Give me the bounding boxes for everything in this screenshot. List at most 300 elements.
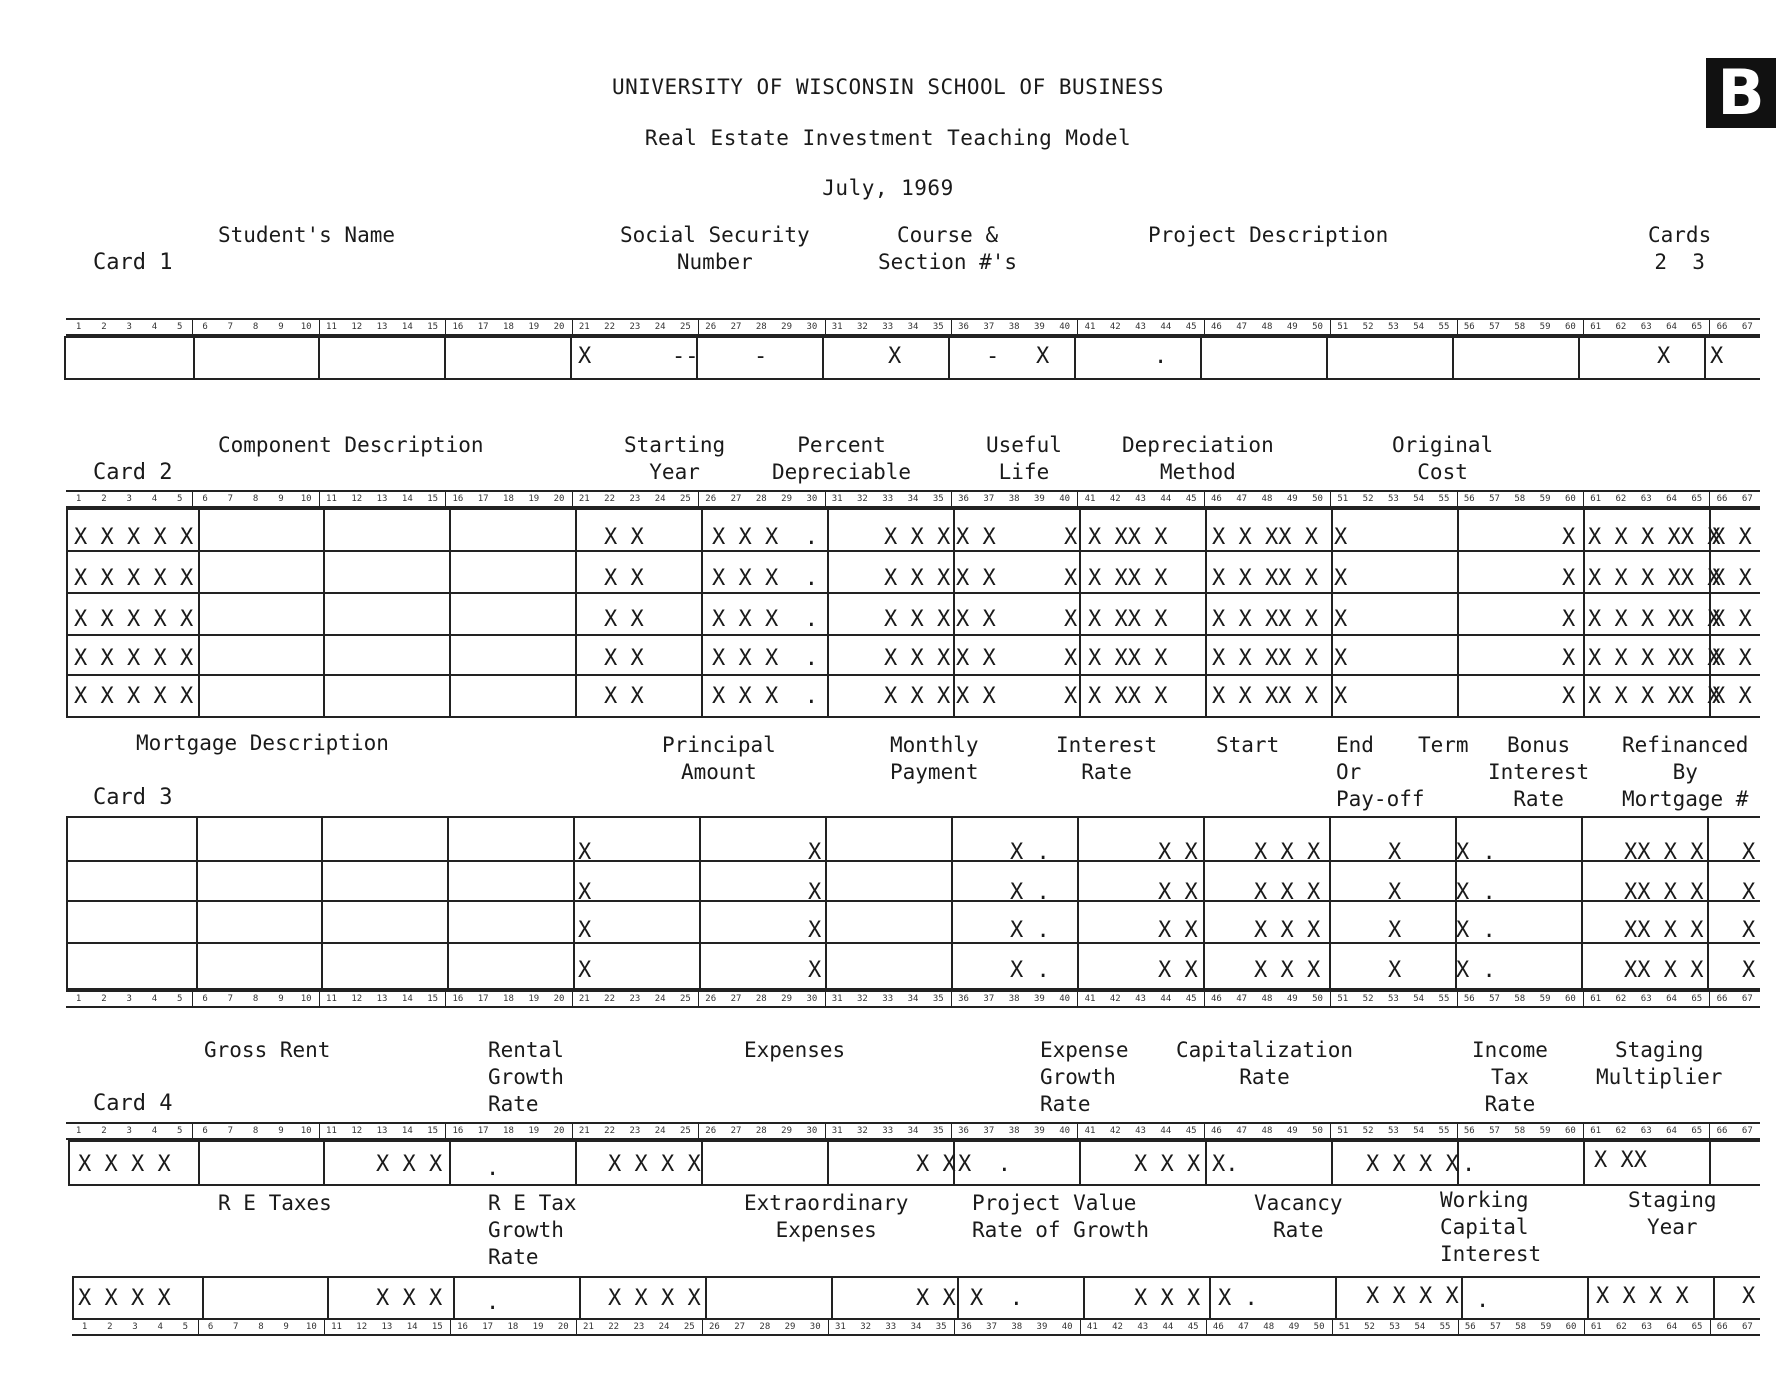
column-number: 61	[1590, 1126, 1602, 1136]
column-number: 21	[578, 994, 590, 1004]
column-number: 21	[578, 322, 590, 332]
card-2-mark: X X X	[884, 525, 951, 550]
column-number: 42	[1109, 1126, 1121, 1136]
col-refinanced-by: Refinanced By Mortgage #	[1622, 733, 1749, 811]
card-2-row	[0, 684, 1776, 714]
column-number: 62	[1616, 1322, 1627, 1332]
col-re-tax-growth-rate: R E Tax Growth Rate	[488, 1191, 577, 1269]
column-number: 21	[578, 1126, 590, 1136]
card-4-mark: X X X	[376, 1286, 443, 1311]
column-number: 36	[960, 1322, 972, 1332]
ruler-tick	[319, 1124, 320, 1138]
column-number: 42	[1109, 494, 1121, 504]
column-number: 59	[1539, 322, 1551, 332]
page-date: July, 1969	[822, 176, 954, 200]
ruler-tick	[319, 320, 320, 334]
card-2-mark: X X X .	[712, 525, 818, 550]
column-number: 10	[300, 1126, 312, 1136]
column-number: 60	[1564, 994, 1576, 1004]
column-number: 27	[730, 994, 742, 1004]
column-number: 59	[1539, 494, 1551, 504]
col-end-payoff: End Or Pay-off	[1336, 733, 1425, 811]
column-number: 52	[1362, 1126, 1374, 1136]
card-1-mark: X	[578, 344, 592, 369]
column-number: 48	[1261, 1126, 1273, 1136]
column-number: 3	[126, 494, 132, 504]
card-4-row-b	[0, 1284, 1776, 1314]
column-number: 60	[1564, 1126, 1576, 1136]
ruler-tick	[1206, 1320, 1207, 1334]
card-2-mark: X	[1334, 525, 1348, 550]
column-number: 19	[528, 322, 540, 332]
column-number: 27	[730, 322, 742, 332]
column-number: 21	[583, 1322, 594, 1332]
column-number: 57	[1489, 1126, 1500, 1136]
column-ruler	[66, 990, 1760, 1008]
column-number: 46	[1212, 1322, 1224, 1332]
column-number: 65	[1691, 1126, 1703, 1136]
ruler-tick	[572, 320, 573, 334]
card-2-mark: X X	[956, 684, 996, 709]
column-number: 25	[680, 994, 691, 1004]
card-2-mark: X X	[1712, 607, 1752, 632]
column-number: 19	[528, 994, 540, 1004]
column-number: 54	[1413, 494, 1425, 504]
column-number: 63	[1640, 994, 1652, 1004]
column-number: 46	[1210, 994, 1222, 1004]
card-3-label: Card 3	[93, 785, 173, 810]
column-number: 53	[1387, 1126, 1399, 1136]
ruler-tick	[825, 992, 826, 1006]
column-number: 34	[907, 994, 919, 1004]
card-2-mark: X X X X X	[74, 566, 194, 591]
card-1-mark: --	[672, 344, 699, 369]
column-number: 6	[202, 994, 208, 1004]
ruler-tick	[192, 1124, 193, 1138]
column-number: 22	[604, 994, 616, 1004]
card-1-mark: X	[1657, 344, 1671, 369]
col-project-value-growth: Project Value Rate of Growth	[972, 1191, 1150, 1242]
column-number: 34	[907, 1126, 919, 1136]
column-number: 63	[1640, 1126, 1652, 1136]
column-number: 53	[1387, 322, 1399, 332]
column-number: 48	[1261, 494, 1273, 504]
column-number: 48	[1263, 1322, 1275, 1332]
column-number: 47	[1238, 1322, 1249, 1332]
column-number: 64	[1666, 494, 1677, 504]
card-2-mark: X X X XX X	[1588, 646, 1721, 671]
column-number: 44	[1160, 1126, 1172, 1136]
column-ruler	[72, 1318, 1760, 1336]
column-number: 26	[705, 1126, 717, 1136]
card-2-mark: X	[1064, 607, 1078, 632]
column-number: 45	[1185, 322, 1197, 332]
card-3-mark: X .	[1456, 918, 1496, 943]
column-number: 31	[831, 994, 843, 1004]
column-number: 38	[1008, 994, 1020, 1004]
column-number: 15	[427, 494, 439, 504]
ruler-tick	[702, 1320, 703, 1334]
column-number: 19	[528, 1126, 540, 1136]
card-3-mark: X	[1742, 840, 1756, 865]
card-2-mark: X X X X X	[74, 646, 194, 671]
column-number: 51	[1337, 322, 1349, 332]
card-2-mark: X X X .	[712, 566, 818, 591]
column-number: 15	[427, 1126, 439, 1136]
column-number: 40	[1059, 494, 1071, 504]
column-number: 7	[227, 1126, 234, 1136]
card-2-mark: X	[1334, 566, 1348, 591]
card-4-label: Card 4	[93, 1091, 173, 1116]
column-number: 45	[1187, 1322, 1199, 1332]
column-number: 3	[132, 1322, 138, 1332]
column-number: 67	[1741, 1322, 1753, 1332]
card-1-grid	[64, 336, 1760, 380]
col-original-cost: Original Cost	[1392, 433, 1494, 484]
column-number: 29	[781, 1126, 792, 1136]
column-number: 25	[683, 1322, 695, 1332]
column-number: 59	[1540, 1322, 1552, 1332]
col-useful-life: Useful Life	[986, 433, 1062, 484]
column-number: 44	[1160, 994, 1172, 1004]
column-number: 57	[1489, 994, 1500, 1004]
ruler-tick	[198, 1320, 199, 1334]
card-1-mark: .	[1154, 344, 1168, 369]
ruler-tick	[1204, 1124, 1205, 1138]
column-number: 19	[528, 494, 540, 504]
card-2-mark: X XX X	[1088, 684, 1168, 709]
ruler-tick	[1330, 492, 1331, 506]
column-number: 59	[1539, 1126, 1551, 1136]
col-expense-growth-rate: Expense Growth Rate	[1040, 1038, 1129, 1116]
column-number: 29	[781, 322, 792, 332]
card-3-mark: X	[1742, 918, 1756, 943]
column-number: 13	[381, 1322, 393, 1332]
col-depreciation-method: Depreciation Method	[1122, 433, 1274, 484]
card-4-mark: X X X	[1134, 1152, 1201, 1177]
column-number: 43	[1135, 1126, 1146, 1136]
column-number: 61	[1590, 494, 1602, 504]
column-number: 12	[356, 1322, 368, 1332]
column-number: 32	[857, 1126, 868, 1136]
column-number: 8	[252, 494, 259, 504]
column-number: 9	[278, 994, 284, 1004]
ruler-tick	[1458, 1320, 1459, 1334]
column-number: 37	[983, 1126, 995, 1136]
col-working-capital-interest: Working Capital Interest	[1440, 1188, 1542, 1266]
column-number: 9	[278, 494, 284, 504]
column-number: 24	[654, 494, 666, 504]
column-number: 7	[227, 494, 234, 504]
col-starting-year: Starting Year	[624, 433, 726, 484]
column-number: 29	[781, 994, 792, 1004]
card-1-mark: -	[754, 344, 768, 369]
column-number: 30	[806, 494, 818, 504]
card-2-mark: X X	[1712, 525, 1752, 550]
column-number: 39	[1036, 1322, 1048, 1332]
column-number: 62	[1615, 994, 1627, 1004]
ruler-tick	[1204, 320, 1205, 334]
column-number: 65	[1691, 994, 1703, 1004]
ruler-tick	[1710, 1320, 1711, 1334]
card-2-mark: X	[1064, 646, 1078, 671]
column-number: 66	[1716, 994, 1728, 1004]
column-number: 36	[958, 494, 969, 504]
column-number: 4	[151, 1126, 158, 1136]
card-4-mark: X	[1742, 1284, 1756, 1309]
column-number: 37	[986, 1322, 997, 1332]
column-number: 63	[1640, 494, 1652, 504]
card-1-label: Card 1	[93, 250, 173, 275]
column-number: 26	[709, 1322, 720, 1332]
col-project-description: Project Description	[1148, 223, 1389, 247]
column-number: 49	[1288, 1322, 1300, 1332]
column-number: 37	[983, 494, 995, 504]
column-number: 25	[680, 322, 691, 332]
column-number: 24	[654, 994, 666, 1004]
card-2-mark: X X X .	[712, 607, 818, 632]
column-number: 45	[1185, 494, 1197, 504]
card-2-mark: X X X X X	[74, 684, 194, 709]
column-number: 2	[107, 1322, 113, 1332]
card-2-mark: X X X XX X	[1588, 525, 1721, 550]
card-3-mark: X	[1388, 840, 1402, 865]
column-number: 55	[1439, 1322, 1451, 1332]
column-number: 54	[1413, 322, 1425, 332]
card-3-mark: X X X	[1254, 918, 1321, 943]
column-number: 39	[1033, 1126, 1045, 1136]
column-number: 1	[81, 1322, 88, 1332]
card-2-mark: X X XX X	[1212, 525, 1318, 550]
column-number: 48	[1261, 322, 1273, 332]
column-number: 46	[1210, 322, 1222, 332]
column-number: 12	[351, 322, 363, 332]
column-number: 28	[759, 1322, 771, 1332]
col-vacancy-rate: Vacancy Rate	[1254, 1191, 1343, 1242]
ruler-tick	[1584, 1320, 1585, 1334]
card-3-row	[0, 958, 1776, 988]
column-number: 16	[452, 322, 464, 332]
column-number: 54	[1413, 1126, 1425, 1136]
card-3-mark: X	[1388, 958, 1402, 983]
card-2-mark: X X XX X	[1212, 607, 1318, 632]
column-number: 60	[1565, 1322, 1577, 1332]
column-number: 65	[1691, 322, 1703, 332]
column-number: 16	[452, 494, 464, 504]
column-number: 26	[705, 994, 717, 1004]
column-ruler	[66, 1122, 1760, 1140]
card-3-mark: X X	[1158, 840, 1198, 865]
column-number: 6	[202, 322, 208, 332]
card-4-mark: X X X X	[78, 1286, 171, 1311]
card-3-mark: X	[808, 840, 822, 865]
card-2-mark: X	[1334, 684, 1348, 709]
column-number: 37	[983, 994, 995, 1004]
column-number: 20	[553, 994, 565, 1004]
col-gross-rent: Gross Rent	[204, 1038, 331, 1062]
column-number: 21	[578, 494, 590, 504]
card-3-row	[0, 880, 1776, 910]
column-number: 30	[806, 1126, 818, 1136]
column-number: 18	[503, 494, 514, 504]
column-number: 22	[604, 494, 616, 504]
card-2-mark: X X X .	[712, 646, 818, 671]
column-number: 30	[806, 322, 818, 332]
column-number: 17	[477, 322, 489, 332]
column-number: 4	[151, 494, 158, 504]
column-number: 62	[1615, 322, 1627, 332]
column-number: 42	[1112, 1322, 1123, 1332]
column-number: 62	[1615, 494, 1627, 504]
card-3-mark: XX X X	[1624, 918, 1704, 943]
column-number: 40	[1061, 1322, 1073, 1332]
ruler-tick	[951, 492, 952, 506]
card-3-mark: X .	[1010, 880, 1050, 905]
column-number: 64	[1666, 1322, 1678, 1332]
ruler-tick	[192, 992, 193, 1006]
column-number: 41	[1084, 1126, 1096, 1136]
ruler-tick	[1457, 320, 1458, 334]
ruler-tick	[825, 1124, 826, 1138]
column-number: 5	[177, 1126, 183, 1136]
ruler-tick	[698, 492, 699, 506]
card-2-mark: X X	[604, 525, 644, 550]
ruler-tick	[825, 492, 826, 506]
column-number: 47	[1236, 1126, 1248, 1136]
column-number: 51	[1337, 494, 1349, 504]
column-number: 10	[300, 494, 312, 504]
column-number: 55	[1438, 494, 1450, 504]
column-number: 18	[507, 1322, 519, 1332]
card-2-mark: X X	[956, 566, 996, 591]
card-3-mark: X X	[1158, 958, 1198, 983]
column-number: 41	[1084, 994, 1096, 1004]
column-number: 14	[401, 994, 413, 1004]
ruler-tick	[1077, 320, 1078, 334]
col-re-taxes: R E Taxes	[218, 1191, 332, 1215]
ruler-tick	[1077, 1124, 1078, 1138]
column-number: 38	[1011, 1322, 1023, 1332]
column-number: 25	[680, 1126, 691, 1136]
column-number: 31	[831, 1126, 843, 1136]
col-extraordinary-expenses: Extraordinary Expenses	[744, 1191, 909, 1242]
card-2-mark: X XX X	[1088, 646, 1168, 671]
column-number: 36	[958, 1126, 969, 1136]
ruler-tick	[1077, 992, 1078, 1006]
page-subtitle: Real Estate Investment Teaching Model	[644, 126, 1132, 150]
col-capitalization-rate: Capitalization Rate	[1176, 1038, 1354, 1089]
card-2-mark: X	[1562, 566, 1576, 591]
ruler-tick	[698, 320, 699, 334]
column-number: 38	[1008, 1126, 1020, 1136]
col-staging-multiplier: Staging Multiplier	[1596, 1038, 1723, 1089]
column-ruler	[66, 318, 1760, 336]
column-number: 50	[1312, 494, 1323, 504]
card-3-mark: X	[578, 880, 592, 905]
card-3-mark: X X	[1158, 880, 1198, 905]
column-number: 51	[1337, 994, 1349, 1004]
column-number: 2	[101, 494, 107, 504]
ruler-tick	[192, 492, 193, 506]
card-4-mark: X .	[958, 1152, 1011, 1177]
ruler-tick	[1583, 320, 1584, 334]
column-number: 12	[351, 994, 363, 1004]
column-number: 4	[151, 322, 158, 332]
card-2-mark: X X	[956, 646, 996, 671]
column-number: 44	[1162, 1322, 1174, 1332]
column-number: 58	[1515, 1322, 1527, 1332]
card-4-mark: X X X X	[1366, 1152, 1459, 1177]
column-number: 7	[227, 322, 234, 332]
column-number: 35	[932, 1126, 944, 1136]
column-number: 46	[1210, 1126, 1222, 1136]
column-number: 7	[227, 994, 234, 1004]
column-number: 6	[202, 494, 208, 504]
column-number: 35	[932, 494, 944, 504]
column-number: 53	[1387, 994, 1399, 1004]
card-3-row	[0, 840, 1776, 870]
card-2-mark: X X X .	[712, 684, 818, 709]
card-4-mark: .	[1476, 1288, 1490, 1313]
column-number: 43	[1135, 994, 1146, 1004]
column-number: 35	[935, 1322, 947, 1332]
column-number: 54	[1414, 1322, 1426, 1332]
col-cards-2-3: Cards 2 3	[1648, 223, 1712, 274]
ruler-tick	[324, 1320, 325, 1334]
card-3-mark: X	[1742, 958, 1756, 983]
column-number: 4	[157, 1322, 163, 1332]
column-number: 30	[806, 994, 818, 1004]
ruler-tick	[1457, 992, 1458, 1006]
card-2-mark: X X X	[884, 607, 951, 632]
column-number: 39	[1033, 494, 1045, 504]
column-number: 25	[680, 494, 691, 504]
column-number: 56	[1463, 322, 1475, 332]
column-number: 22	[604, 1126, 616, 1136]
column-number: 1	[75, 494, 82, 504]
card-2-mark: X X X	[884, 684, 951, 709]
card-4-mark: X X X X	[1366, 1284, 1459, 1309]
column-number: 50	[1312, 1126, 1323, 1136]
column-number: 49	[1286, 994, 1298, 1004]
column-number: 20	[557, 1322, 569, 1332]
card-4-mark: X X X X	[1596, 1284, 1689, 1309]
column-number: 39	[1033, 322, 1045, 332]
column-number: 14	[406, 1322, 418, 1332]
column-number: 22	[604, 322, 616, 332]
column-number: 37	[983, 322, 995, 332]
column-number: 7	[233, 1322, 239, 1332]
column-number: 1	[75, 994, 82, 1004]
column-number: 50	[1313, 1322, 1325, 1332]
column-number: 9	[278, 1126, 284, 1136]
col-percent-depreciable: Percent Depreciable	[772, 433, 912, 484]
card-3-mark: X X X	[1254, 958, 1321, 983]
column-number: 3	[126, 994, 132, 1004]
card-2-mark: X X	[604, 566, 644, 591]
ruler-tick	[1709, 492, 1710, 506]
col-term: Term	[1418, 733, 1469, 757]
col-mortgage-description: Mortgage Description	[136, 731, 389, 755]
column-number: 57	[1489, 322, 1500, 332]
column-number: 55	[1438, 994, 1450, 1004]
column-number: 5	[177, 322, 183, 332]
ruler-tick	[1330, 1124, 1331, 1138]
card-3-mark: X X	[1158, 918, 1198, 943]
card-4-mark: X X X	[1134, 1286, 1201, 1311]
ruler-tick	[319, 492, 320, 506]
column-number: 14	[401, 1126, 413, 1136]
